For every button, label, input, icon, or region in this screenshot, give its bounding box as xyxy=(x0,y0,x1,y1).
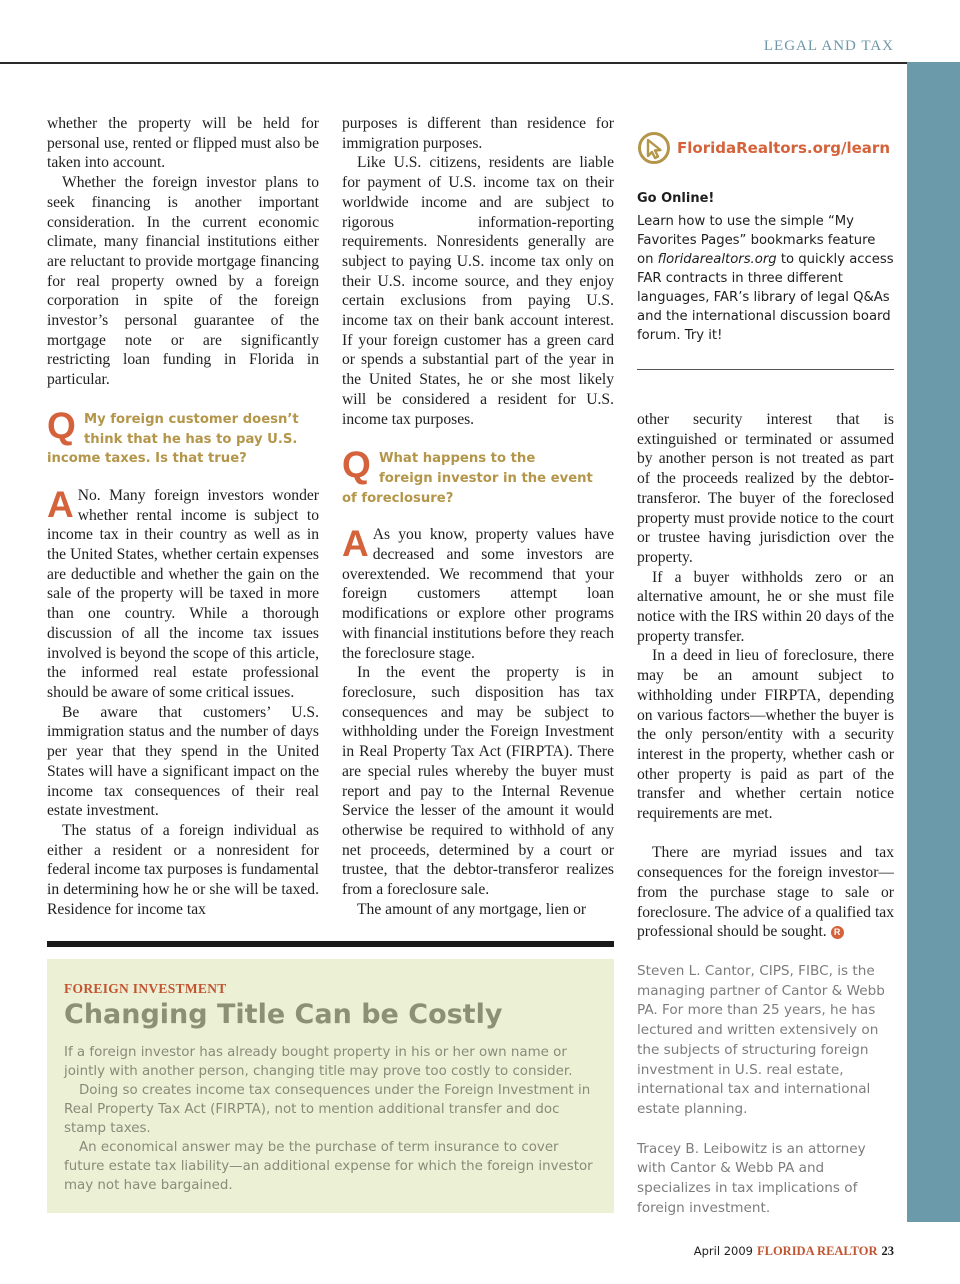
question-line: What happens to the xyxy=(379,451,536,467)
go-online-heading: Go Online! xyxy=(637,191,715,206)
section-label: LEGAL AND TAX xyxy=(763,38,894,54)
online-callout xyxy=(637,131,894,345)
answer-letter: A xyxy=(47,483,74,525)
paragraph: The status of a foreign individual as either a resident or a nonresident for federal income tax purposes is fundamental in determining how he or she will be taxed. Residence for income tax xyxy=(47,821,319,918)
sidebar-body xyxy=(64,1043,594,1195)
paragraph: other security interest that is extinguished or terminated or assumed by another person is not treated as part of the proceeds realized by the debtor-transferor. The buyer of the foreclosed property must provide notice to the court or trustee having jurisdiction over the property. xyxy=(637,411,894,566)
question-line: of foreclosure? xyxy=(342,490,454,506)
column-2 xyxy=(342,114,614,919)
paragraph xyxy=(637,843,894,942)
answer-paragraph xyxy=(342,525,614,663)
question-line: income taxes. Is that true? xyxy=(47,451,247,467)
sidebar-kicker: FOREIGN INVESTMENT xyxy=(64,981,227,996)
sidebar-top-rule xyxy=(47,941,614,947)
question-heading xyxy=(342,444,614,508)
cursor-circle-icon xyxy=(637,131,671,165)
paragraph: In the event the property is in foreclosure, such disposition has tax consequences and may be subject to withholding under the Foreign Investment in Real Property Tax Act (FIRPTA). There are special rules whereby the buyer must report and pay to the Internal Revenue Service the lesser of the amount it would otherwise be required to withhold of any net proceeds, determined by a court or trustee, that the debtor-transferor realizes from a foreclosure sale. xyxy=(342,664,614,899)
question-line: foreign investor in the event xyxy=(379,470,593,486)
column-3 xyxy=(637,410,894,942)
sidebar-paragraph: An economical answer may be the purchase of term insurance to cover future estate tax liability—an additional expense for which the foreign investor may not have bargained. xyxy=(64,1140,593,1193)
answer-text: As you know, property values have decreased and some investors are overextended. We recommend that your foreign customers attempt loan modifications or explore other programs with financial institutions before they reach the foreclosure stage. xyxy=(342,526,614,662)
side-tab xyxy=(907,62,960,1222)
closing-text: There are myriad issues and tax consequences for the foreign investor—from the purchase stage to sale or foreclosure. The advice of a qualified tax professional should be sought. xyxy=(637,844,894,941)
author-bios xyxy=(637,962,894,1238)
paragraph: Like U.S. citizens, residents are liable for payment of U.S. income tax on their worldwide income and are subject to rigorous information-reporting requirements. Nonresidents generally are subject to paying U.S. income tax only on their U.S. income source, and they enjoy certain exclusions from paying U.S. income tax on their bank account interest. If your foreign customer has a green card or spends a substantial part of the year in the United States, he or she most likely will be considered a resident for U.S. income tax purposes. xyxy=(342,154,614,428)
author-bio: Tracey B. Leibowitz is an attorney with Cantor & Webb PA and specializes in tax implications of foreign investment. xyxy=(637,1140,866,1216)
callout-text-part: to quickly access FAR contracts in three different languages, FAR’s library of legal Q&As and the international discussion board forum. Try it! xyxy=(637,252,894,343)
paragraph: Be aware that customers’ U.S. immigration status and the number of days per year that they spend in the United States will have a significant impact on the income tax consequences of their real estate investment. xyxy=(47,703,319,820)
sidebar-title: Changing Title Can be Costly xyxy=(64,999,503,1030)
callout-text-part: Learn how to use the simple “My Favorites Pages” bookmarks feature on xyxy=(637,214,876,267)
paragraph: The amount of any mortgage, lien or xyxy=(357,900,587,918)
site-link[interactable]: floridarealtors.org xyxy=(657,252,777,267)
column-1 xyxy=(47,114,319,919)
magazine-name: FLORIDA REALTOR xyxy=(756,1244,878,1258)
answer-paragraph xyxy=(47,483,319,703)
web-url-link[interactable]: FloridaRealtors.org/learn xyxy=(677,139,891,157)
answer-text: No. Many foreign investors wonder whether rental income is subject to income tax in their country as well as in the United States, whether certain expenses are deductible and whether the gain on the sale of the property will be taxed in more than one country. While a thorough discussion of all the income tax issues involved is beyond the scope of this article, the informed real estate professional should be aware of some critical issues. xyxy=(47,486,319,701)
question-letter: Q xyxy=(342,444,371,486)
paragraph: If a buyer withholds zero or an alternative amount, he or she must file notice with the IRS within 20 days of the property transfer. xyxy=(637,568,894,645)
sidebar-paragraph: Doing so creates income tax consequences under the Foreign Investment in Real Property Tax Act (FIRPTA), not to mention additional transfer and doc stamp taxes. xyxy=(64,1083,591,1136)
callout-divider xyxy=(637,369,894,370)
issue-date: April 2009 xyxy=(693,1244,753,1258)
paragraph: purposes is different than residence for immigration purposes. xyxy=(342,115,614,152)
online-callout-logo xyxy=(637,131,894,165)
author-bio: Steven L. Cantor, CIPS, FIBC, is the managing partner of Cantor & Webb PA. For more than 25 years, he has lectured and written extensively on the subjects of structuring foreign investment in U.S. real estate, international tax and international estate planning. xyxy=(637,963,885,1117)
paragraph: Whether the foreign investor plans to seek financing is another important consideration. In the current economic climate, many financial institutions either are reluctant to provide mortgage financing for real property owned by a foreign corporation in spite of the foreign investor’s personal guarantee of the mortgage note or are significantly restricting loan funding in Florida in particular. xyxy=(47,174,319,389)
page-footer xyxy=(694,1244,894,1259)
page-number: 23 xyxy=(881,1244,894,1258)
paragraph: In a deed in lieu of foreclosure, there may be an amount subject to withholding under FIRPTA, depending on various factors—whether the buyer is the only person/entity with a security interest in the property, whether cash or other property is paid as part of the transfer and whether certain notice requirements are met. xyxy=(637,647,894,823)
online-callout-text xyxy=(637,212,894,345)
header-rule xyxy=(0,62,907,64)
question-line: My foreign customer doesn’t xyxy=(84,411,299,427)
paragraph: whether the property will be held for personal use, rented or flipped must also be taken into account. xyxy=(47,115,319,172)
end-mark-icon: R xyxy=(831,926,844,939)
question-letter: Q xyxy=(47,404,76,446)
answer-letter: A xyxy=(342,523,369,565)
foreign-investment-sidebar xyxy=(47,959,614,1213)
question-line: think that he has to pay U.S. xyxy=(84,431,298,447)
sidebar-paragraph: If a foreign investor has already bought property in his or her own name or jointly with another person, changing title may prove too costly to consider. xyxy=(64,1045,573,1079)
question-heading xyxy=(47,404,319,469)
